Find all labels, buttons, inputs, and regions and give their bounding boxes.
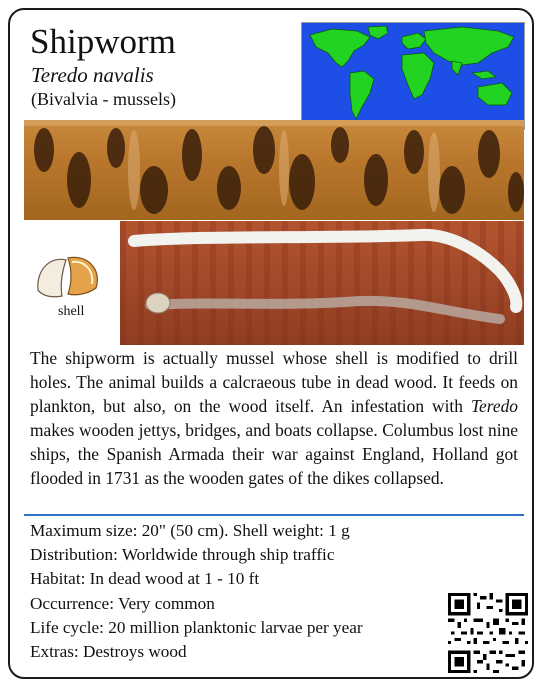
facts-list	[30, 519, 363, 664]
fact-max-size: Maximum size: 20" (50 cm). Shell weight: 1 g	[30, 521, 350, 540]
fact-life-cycle: Life cycle: 20 million planktonic larvae per year	[30, 617, 363, 637]
fact-occurrence: Occurrence: Very common	[30, 593, 215, 613]
description-text-cont: makes wooden jettys, bridges, and boats collapse. Columbus lost nine ships, the Spanish Armada their war against England, Holland got flooded in 1731 as the wooden gates of the dikes collapsed.	[30, 420, 518, 488]
scientific-name: Teredo navalis	[31, 63, 154, 87]
bored-wood-photo	[24, 120, 524, 220]
description	[30, 346, 518, 490]
fact-extras: Extras: Destroys wood	[30, 642, 187, 662]
distribution-map	[301, 22, 525, 130]
classification: (Bivalvia - mussels)	[31, 89, 176, 109]
shipworm-tube-photo	[120, 221, 524, 345]
qr-code[interactable]	[448, 593, 528, 673]
description-text: The shipworm is actually mussel whose shell is modified to drill holes. The animal builds a calcraeous tube in dead wood. It feeds on plankton, but also, on the wood itself. An infestation with	[30, 348, 518, 416]
species-card	[8, 8, 534, 679]
description-genus: Teredo	[470, 396, 518, 416]
fact-habitat: Habitat: In dead wood at 1 - 10 ft	[30, 569, 260, 589]
section-divider	[24, 514, 524, 516]
shell-caption: shell	[58, 304, 85, 319]
species-title: Shipworm	[30, 22, 176, 61]
fact-distribution: Distribution: Worldwide through ship traffic	[30, 545, 335, 565]
